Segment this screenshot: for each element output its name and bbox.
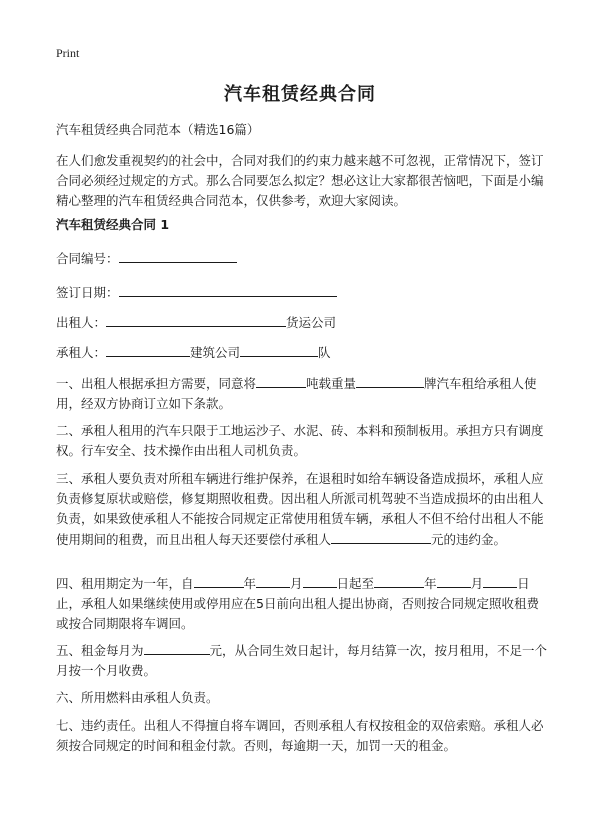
clause-6: 六、所用燃料由承租人负责。 bbox=[56, 690, 219, 705]
lessee-label: 承租人： bbox=[56, 345, 107, 360]
clause-3 bbox=[56, 469, 548, 550]
lessee-blank-2 bbox=[240, 342, 318, 357]
end-day-blank bbox=[483, 573, 517, 588]
intro-paragraph: 在人们愈发重视契约的社会中，合同对我们的约束力越来越不可忽视，正常情况下，签订合同必须经过规定的方式。那么合同要怎么拟定？想必这让大家都很苦恼吧，下面是小编精心整理的汽车租赁经典合同范本，仅供参考，欢迎大家阅读。 bbox=[56, 153, 544, 208]
lessee-blank-1 bbox=[106, 342, 190, 357]
document-title: 汽车租赁经典合同 bbox=[224, 84, 376, 105]
start-month-blank bbox=[256, 573, 290, 588]
clause-2: 二、承租人租用的汽车只限于工地运沙子、水泥、砖、本料和预制板用。承担方只有调度权。行车安全、技术操作由出租人司机负责。 bbox=[56, 423, 544, 458]
brand-blank bbox=[356, 373, 424, 388]
start-month-label: 月 bbox=[290, 576, 303, 591]
end-year-blank bbox=[374, 573, 424, 588]
section-title: 汽车租赁经典合同 1 bbox=[56, 217, 170, 232]
lessee-mid: 建筑公司 bbox=[190, 345, 241, 360]
clause-5 bbox=[56, 640, 548, 681]
monthly-rent-blank bbox=[144, 640, 210, 655]
lessor-label: 出租人： bbox=[56, 315, 107, 330]
sign-date-label: 签订日期： bbox=[56, 285, 119, 300]
document-subtitle: 汽车租赁经典合同范本（精选16篇） bbox=[56, 122, 260, 137]
contract-number-field bbox=[56, 248, 548, 269]
clause-3-text-b: 元的违约金。 bbox=[431, 532, 507, 547]
print-link[interactable]: Print bbox=[56, 46, 80, 60]
clause-3-text-a: 三、承租人要负责对所租车辆进行维护保养，在退租时如给车辆设备造成损坏，承租人应负责修复原状或赔偿，修复期照收租费。因出租人所派司机驾驶不当造成损坏的由出租人负责，如果致使承租人不能按合同规定正常使用租赁车辆，承租人不但不给付出租人不能使用期间的租费，而且出租人每天还要偿付承租人 bbox=[56, 471, 544, 547]
end-year-label: 年 bbox=[424, 576, 437, 591]
clause-4 bbox=[56, 573, 548, 634]
clause-4-text-b: 日止，承租人如果继续使用或停用应在5日前向出租人提出协商，否则按合同规定照收租费或按合同期限将车调回。 bbox=[56, 576, 539, 631]
lessee-suffix: 队 bbox=[318, 345, 331, 360]
clause-5-text-b: 元，从合同生效日起计，每月结算一次，按月租用，不足一个月按一个月收费。 bbox=[56, 643, 548, 678]
clause-4-text-a: 四、租用期定为一年，自 bbox=[56, 576, 194, 591]
lessor-field bbox=[56, 312, 548, 333]
penalty-blank bbox=[331, 529, 431, 544]
lessee-field bbox=[56, 342, 548, 363]
sign-date-blank bbox=[119, 282, 337, 297]
clause-1-text-b: 吨载重量 bbox=[306, 376, 357, 391]
clause-7: 七、违约责任。出租人不得擅自将车调回，否则承租人有权按租金的双倍索赔。承租人必须按合同规定的时间和租金付款。否则，每逾期一天，加罚一天的租金。 bbox=[56, 718, 544, 753]
lessor-blank bbox=[106, 312, 286, 327]
start-day-label: 日起至 bbox=[336, 576, 375, 591]
clause-5-text-a: 五、租金每月为 bbox=[56, 643, 144, 658]
end-month-blank bbox=[437, 573, 471, 588]
clause-1 bbox=[56, 373, 548, 414]
start-day-blank bbox=[303, 573, 337, 588]
clause-1-text-a: 一、出租人根据承担方需要，同意将 bbox=[56, 376, 257, 391]
tonnage-blank bbox=[256, 373, 306, 388]
lessor-suffix: 货运公司 bbox=[286, 315, 337, 330]
sign-date-field bbox=[56, 282, 548, 303]
clause-1-text-c: 牌汽车租给承租人使用，经双方协商订立如下条款。 bbox=[56, 376, 537, 411]
contract-number-blank bbox=[119, 248, 237, 263]
end-month-label: 月 bbox=[470, 576, 484, 591]
start-year-label: 年 bbox=[243, 576, 257, 591]
contract-number-label: 合同编号： bbox=[56, 251, 119, 266]
start-year-blank bbox=[194, 573, 244, 588]
